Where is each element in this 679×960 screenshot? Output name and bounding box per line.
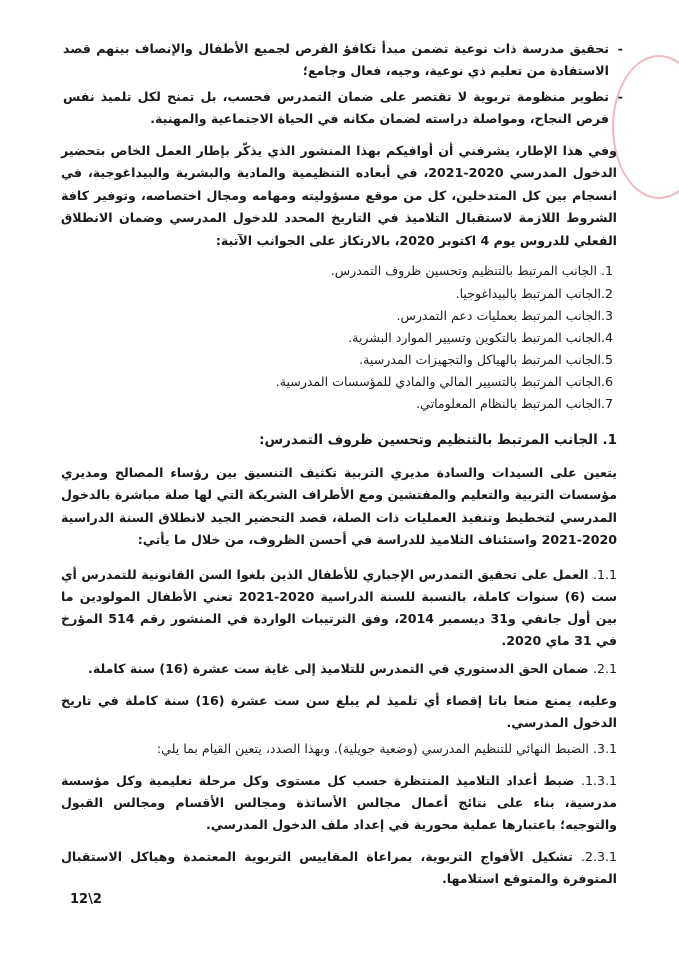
subsection-number: 2.3.1. (580, 849, 617, 864)
list-item-5: 5.الجانب المرتبط بالهياكل والتجهيزات المدرسية. (359, 352, 613, 367)
intro-paragraph: وفي هذا الإطار، يشرفني أن أوافيكم بهذا المنشور الذي يذكّر بإطار العمل الخاص بتحضير الدخول المدرسي 2020-2021، في أبعاده التنظيمية والمادية والبشرية والبيداغوجية، في انسجام بين كل المتدخلين، كل من موقع مسؤوليته ومهامه ومجال اختصاصه، وتوفير كافة الشروط اللازمة لاستقبال التلاميذ في التاريخ المحدد للدخول المدرسي وضمان الانطلاق الفعلي للدروس يوم 4 اكتوبر 2020، بالارتكاز على الجوانب الآتية: (61, 143, 617, 248)
subsection-text: العمل على تحقيق التمدرس الإجباري للأطفال الذين بلغوا السن القانونية للتمدرس أي ست (6) سنوات كاملة، بالنسبة للسنة الدراسية 2020-2021 تعني الأطفال المولودين ما بين أول جانفي و31 ديسمبر 2014، وفق الترتيبات الواردة في المنشور رقم 514 المؤرخ في 31 ماي 2020. (61, 567, 617, 648)
subsection-number: 1.1. (592, 567, 618, 582)
subsection-text: ضبط أعداد التلاميذ المنتظرة حسب كل مستوى وكل مرحلة تعليمية وكل مؤسسة مدرسية، بناء على نتائج أعمال مجالس الأساتذة ومجالس الأقسام ومجالس القبول والتوجيه؛ باعتبارها عملية محورية في إعداد ملف الدخول المدرسي. (61, 773, 617, 832)
subsection-2-3-1 (61, 846, 617, 890)
subsection-text: ضمان الحق الدستوري في التمدرس للتلاميذ إلى غاية ست عشرة (16) سنة كاملة. (88, 661, 589, 676)
list-item-6: 6.الجانب المرتبط بالتسيير المالي والمادي للمؤسسات المدرسية. (275, 374, 613, 389)
subsection-number: 1.3.1. (580, 773, 617, 788)
subsection-text: تشكيل الأفواج التربوية، بمراعاة المقاييس التربوية المعتمدة وهياكل الاستقبال المتوفرة والمتوقع استلامها. (61, 849, 617, 886)
list-item-4: 4.الجانب المرتبط بالتكوين وتسيير الموارد البشرية. (348, 330, 613, 345)
section-heading: الجانب المرتبط بالتنظيم وتحسين ظروف التمدرس: (259, 432, 598, 448)
list-item-1: 1. الجانب المرتبط بالتنظيم وتحسين ظروف التمدرس. (330, 263, 613, 278)
bullet-item: - تطوير منظومة تربوية لا تقتصر على ضمان التمدرس فحسب، بل تمنح لكل تلميذ نفس فرص النجاح، ومواصلة دراسته لضمان مكانه في الحياة الاجتماعية والمهنية. (63, 86, 623, 131)
subsection-3-1 (61, 738, 617, 760)
section-paragraph: يتعين على السيدات والسادة مديري التربية تكثيف التنسيق بين رؤساء المصالح ومديري مؤسسات التربية والتعليم والمفتشين ومع الأطراف الشريكة التي لها صلة مباشرة بالدخول المدرسي لتخطيط وتنفيذ العمليات ذات الصلة، قصد التحضير الجيد لانطلاق السنة الدراسية 2020-2021 واستئناف التلاميذ للدراسة في أحسن الظروف، من خلال ما يأتي: (61, 465, 617, 548)
page-number: 12\2 (70, 892, 102, 907)
bullet-item: - تحقيق مدرسة ذات نوعية تضمن مبدأ تكافؤ الفرص لجميع الأطفال والإنصاف بينهم قصد الاستفادة من تعليم ذي نوعية، وجيه، فعال وجامع؛ (63, 38, 623, 83)
subsection-2-1 (61, 658, 617, 680)
section-title (259, 432, 617, 448)
bullet-dash: - (617, 89, 623, 104)
subsection-1-1 (61, 564, 617, 652)
subsection-note: وعليه، يمنع منعا باتا إقصاء أي تلميذ لم يبلغ سن ست عشرة (16) سنة كاملة في تاريخ الدخول المدرسي. (61, 693, 617, 731)
subsection-number: 2.1. (592, 661, 617, 676)
list-item-7: 7.الجانب المرتبط بالنظام المعلوماتي. (416, 396, 613, 411)
section-number: 1. (602, 432, 617, 448)
subsection-1-3-1 (61, 770, 617, 836)
bullet-dash: - (617, 41, 623, 56)
list-item-3: 3.الجانب المرتبط بعمليات دعم التمدرس. (396, 308, 613, 323)
subsection-number: 3.1. (592, 741, 617, 756)
subsection-text: الضبط النهائي للتنظيم المدرسي (وضعية جويلية). وبهذا الصدد، يتعين القيام بما يلي: (156, 741, 589, 756)
list-item-2: 2.الجانب المرتبط بالبيداغوجيا. (455, 286, 613, 301)
